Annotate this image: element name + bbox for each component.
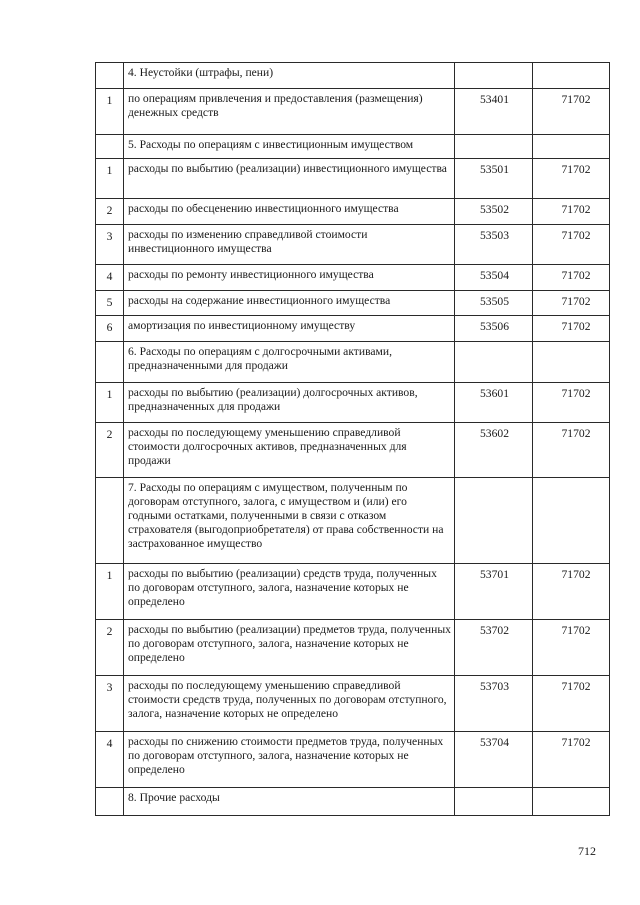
correspondent-code: [533, 478, 610, 564]
row-description: расходы по ремонту инвестиционного имущества: [124, 265, 455, 291]
row-number: 6: [96, 316, 124, 342]
section-title: 7. Расходы по операциям с имуществом, полученным по договорам отступного, залога, с имуществом и (или) его годными остатками, полученными в связи с отказом страхователя (выгодоприобретателя) от права собственности на застрахованное имущество: [124, 478, 455, 564]
row-number: [96, 788, 124, 816]
correspondent-code: 71702: [533, 620, 610, 676]
correspondent-code: 71702: [533, 89, 610, 135]
section-title: 5. Расходы по операциям с инвестиционным имуществом: [124, 135, 455, 159]
account-code: 53401: [455, 89, 533, 135]
table-row: [96, 265, 610, 291]
table-row: [96, 620, 610, 676]
account-code: [455, 478, 533, 564]
row-number: 1: [96, 89, 124, 135]
row-number: 5: [96, 291, 124, 316]
account-code: 53702: [455, 620, 533, 676]
row-description: расходы по обесценению инвестиционного имущества: [124, 199, 455, 225]
correspondent-code: [533, 63, 610, 89]
row-description: расходы по изменению справедливой стоимости инвестиционного имущества: [124, 225, 455, 265]
account-code: 53701: [455, 564, 533, 620]
correspondent-code: 71702: [533, 291, 610, 316]
correspondent-code: 71702: [533, 225, 610, 265]
row-description: расходы по выбытию (реализации) средств труда, полученных по договорам отступного, залога, назначение которых не определено: [124, 564, 455, 620]
row-number: 1: [96, 564, 124, 620]
page-number: 712: [578, 844, 596, 858]
correspondent-code: [533, 788, 610, 816]
table-row: [96, 89, 610, 135]
account-code: 53601: [455, 383, 533, 423]
row-description: амортизация по инвестиционному имуществу: [124, 316, 455, 342]
row-number: 3: [96, 225, 124, 265]
account-code: 53506: [455, 316, 533, 342]
account-code: 53505: [455, 291, 533, 316]
row-description: расходы по последующему уменьшению справедливой стоимости средств труда, полученных по договорам отступного, залога, назначение которых не определено: [124, 676, 455, 732]
correspondent-code: 71702: [533, 732, 610, 788]
table-body: [96, 63, 610, 816]
row-number: 4: [96, 732, 124, 788]
correspondent-code: 71702: [533, 265, 610, 291]
correspondent-code: 71702: [533, 564, 610, 620]
row-number: 1: [96, 383, 124, 423]
section-header-row: [96, 135, 610, 159]
row-number: 2: [96, 620, 124, 676]
account-code: 53704: [455, 732, 533, 788]
account-code: 53703: [455, 676, 533, 732]
table-row: [96, 225, 610, 265]
row-description: расходы по снижению стоимости предметов труда, полученных по договорам отступного, залога, назначение которых не определено: [124, 732, 455, 788]
account-code: 53602: [455, 423, 533, 478]
table-row: [96, 383, 610, 423]
correspondent-code: 71702: [533, 383, 610, 423]
section-header-row: [96, 478, 610, 564]
account-code: [455, 63, 533, 89]
row-number: 2: [96, 423, 124, 478]
row-number: 3: [96, 676, 124, 732]
correspondent-code: [533, 135, 610, 159]
row-number: 4: [96, 265, 124, 291]
table-row: [96, 159, 610, 199]
row-number: [96, 478, 124, 564]
row-number: [96, 342, 124, 383]
table-row: [96, 676, 610, 732]
table-row: [96, 316, 610, 342]
correspondent-code: 71702: [533, 199, 610, 225]
accounts-table: [95, 62, 610, 816]
row-description: расходы по последующему уменьшению справедливой стоимости долгосрочных активов, предназначенных для продажи: [124, 423, 455, 478]
row-description: по операциям привлечения и предоставления (размещения) денежных средств: [124, 89, 455, 135]
section-header-row: [96, 63, 610, 89]
table-row: [96, 199, 610, 225]
account-code: [455, 342, 533, 383]
section-title: 8. Прочие расходы: [124, 788, 455, 816]
table-row: [96, 564, 610, 620]
row-number: 2: [96, 199, 124, 225]
row-description: расходы на содержание инвестиционного имущества: [124, 291, 455, 316]
account-code: [455, 788, 533, 816]
table-row: [96, 732, 610, 788]
row-number: 1: [96, 159, 124, 199]
row-description: расходы по выбытию (реализации) инвестиционного имущества: [124, 159, 455, 199]
row-number: [96, 63, 124, 89]
correspondent-code: 71702: [533, 676, 610, 732]
correspondent-code: 71702: [533, 316, 610, 342]
section-title: 4. Неустойки (штрафы, пени): [124, 63, 455, 89]
account-code: 53502: [455, 199, 533, 225]
section-header-row: [96, 342, 610, 383]
account-code: 53501: [455, 159, 533, 199]
account-code: 53504: [455, 265, 533, 291]
row-description: расходы по выбытию (реализации) предметов труда, полученных по договорам отступного, залога, назначение которых не определено: [124, 620, 455, 676]
correspondent-code: 71702: [533, 159, 610, 199]
correspondent-code: [533, 342, 610, 383]
section-title: 6. Расходы по операциям с долгосрочными активами, предназначенными для продажи: [124, 342, 455, 383]
section-header-row: [96, 788, 610, 816]
table-row: [96, 423, 610, 478]
row-description: расходы по выбытию (реализации) долгосрочных активов, предназначенных для продажи: [124, 383, 455, 423]
table-row: [96, 291, 610, 316]
row-number: [96, 135, 124, 159]
correspondent-code: 71702: [533, 423, 610, 478]
account-code: [455, 135, 533, 159]
account-code: 53503: [455, 225, 533, 265]
